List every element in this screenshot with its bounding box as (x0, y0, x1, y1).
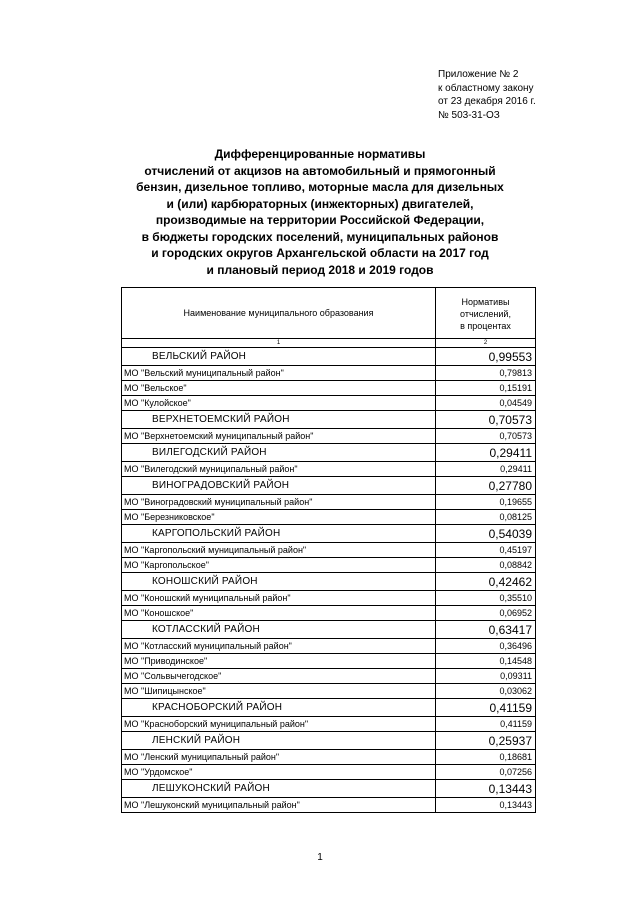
district-name: КОТЛАССКИЙ РАЙОН (122, 621, 436, 639)
municipality-row (122, 510, 536, 525)
municipality-norm-value: 0,03062 (436, 684, 536, 699)
municipality-row (122, 462, 536, 477)
appendix-reference (438, 68, 536, 122)
municipality-row (122, 381, 536, 396)
district-row (122, 573, 536, 591)
district-norm-value: 0,70573 (436, 411, 536, 429)
municipality-norm-value: 0,14548 (436, 654, 536, 669)
title-line: бензин, дизельное топливо, моторные масла для дизельных (136, 180, 504, 194)
municipality-row (122, 669, 536, 684)
table-body (122, 348, 536, 813)
title-line: в бюджеты городских поселений, муниципальных районов (141, 229, 499, 244)
district-norm-value: 0,54039 (436, 525, 536, 543)
district-norm-value: 0,99553 (436, 348, 536, 366)
title-line: и городских округов Архангельской области на 2017 год (151, 246, 489, 260)
district-name: КРАСНОБОРСКИЙ РАЙОН (122, 699, 436, 717)
municipality-norm-value: 0,08125 (436, 510, 536, 525)
district-row (122, 411, 536, 429)
municipality-row (122, 639, 536, 654)
district-name: ВИЛЕГОДСКИЙ РАЙОН (122, 444, 436, 462)
municipality-row (122, 366, 536, 381)
district-row (122, 732, 536, 750)
district-norm-value: 0,25937 (436, 732, 536, 750)
municipality-name: МО "Лешуконский муниципальный район" (122, 798, 436, 813)
column-number: 1 (122, 339, 436, 348)
municipality-name: МО "Вельский муниципальный район" (122, 366, 436, 381)
municipality-row (122, 558, 536, 573)
municipality-row (122, 543, 536, 558)
municipality-row (122, 606, 536, 621)
title-line: и (или) карбюраторных (инжекторных) двигателей, (166, 196, 474, 211)
column-number: 2 (436, 339, 536, 348)
municipality-norm-value: 0,35510 (436, 591, 536, 606)
district-norm-value: 0,41159 (436, 699, 536, 717)
header-municipality-name: Наименование муниципального образования (122, 288, 436, 339)
municipality-name: МО "Коношское" (122, 606, 436, 621)
municipality-row (122, 654, 536, 669)
header-norm-line: в процентах (460, 320, 511, 331)
municipality-row (122, 495, 536, 510)
district-row (122, 348, 536, 366)
municipality-name: МО "Верхнетоемский муниципальный район" (122, 429, 436, 444)
municipality-norm-value: 0,79813 (436, 366, 536, 381)
header-norm-percent (436, 288, 536, 339)
district-row (122, 699, 536, 717)
page-number: 1 (317, 852, 323, 863)
norms-table (121, 287, 536, 813)
title-line: производимые на территории Российской Федерации, (155, 213, 485, 227)
municipality-norm-value: 0,19655 (436, 495, 536, 510)
column-number-row (122, 339, 536, 348)
district-norm-value: 0,42462 (436, 573, 536, 591)
municipality-norm-value: 0,13443 (436, 798, 536, 813)
municipality-name: МО "Каргопольский муниципальный район" (122, 543, 436, 558)
appendix-line: к областному закону (438, 82, 534, 94)
header-norm-line: Нормативы (461, 296, 510, 307)
municipality-name: МО "Вилегодский муниципальный район" (122, 462, 436, 477)
municipality-name: МО "Березниковское" (122, 510, 436, 525)
title-line: отчислений от акцизов на автомобильный и прямогонный (144, 163, 496, 178)
municipality-row (122, 591, 536, 606)
title-line: Дифференцированные нормативы (214, 147, 426, 161)
district-row (122, 525, 536, 543)
header-norm-line: отчислений, (460, 308, 511, 319)
municipality-row (122, 750, 536, 765)
municipality-norm-value: 0,06952 (436, 606, 536, 621)
appendix-line: Приложение № 2 (438, 69, 519, 80)
district-norm-value: 0,63417 (436, 621, 536, 639)
municipality-name: МО "Кулойское" (122, 396, 436, 411)
district-name: ЛЕШУКОНСКИЙ РАЙОН (122, 780, 436, 798)
municipality-name: МО "Урдомское" (122, 765, 436, 780)
district-norm-value: 0,29411 (436, 444, 536, 462)
municipality-name: МО "Ленский муниципальный район" (122, 750, 436, 765)
municipality-name: МО "Приводинское" (122, 654, 436, 669)
municipality-norm-value: 0,15191 (436, 381, 536, 396)
district-name: ВИНОГРАДОВСКИЙ РАЙОН (122, 477, 436, 495)
municipality-name: МО "Котласский муниципальный район" (122, 639, 436, 654)
municipality-name: МО "Каргопольское" (122, 558, 436, 573)
title-line: и плановый период 2018 и 2019 годов (206, 262, 434, 277)
district-row (122, 477, 536, 495)
municipality-norm-value: 0,45197 (436, 543, 536, 558)
municipality-norm-value: 0,09311 (436, 669, 536, 684)
appendix-line: от 23 декабря 2016 г. (438, 96, 536, 107)
district-name: ЛЕНСКИЙ РАЙОН (122, 732, 436, 750)
municipality-row (122, 429, 536, 444)
municipality-norm-value: 0,70573 (436, 429, 536, 444)
municipality-name: МО "Сольвычегодское" (122, 669, 436, 684)
district-row (122, 621, 536, 639)
municipality-norm-value: 0,41159 (436, 717, 536, 732)
municipality-norm-value: 0,04549 (436, 396, 536, 411)
municipality-norm-value: 0,29411 (436, 462, 536, 477)
municipality-name: МО "Красноборский муниципальный район" (122, 717, 436, 732)
municipality-row (122, 684, 536, 699)
district-name: КОНОШСКИЙ РАЙОН (122, 573, 436, 591)
municipality-row (122, 717, 536, 732)
municipality-norm-value: 0,18681 (436, 750, 536, 765)
appendix-line: № 503-31-ОЗ (438, 109, 500, 121)
district-name: ВЕЛЬСКИЙ РАЙОН (122, 348, 436, 366)
district-name: КАРГОПОЛЬСКИЙ РАЙОН (122, 525, 436, 543)
municipality-norm-value: 0,07256 (436, 765, 536, 780)
district-row (122, 780, 536, 798)
municipality-row (122, 765, 536, 780)
municipality-row (122, 396, 536, 411)
municipality-name: МО "Вельское" (122, 381, 436, 396)
municipality-name: МО "Шипицынское" (122, 684, 436, 699)
municipality-name: МО "Коношский муниципальный район" (122, 591, 436, 606)
municipality-row (122, 798, 536, 813)
district-row (122, 444, 536, 462)
district-norm-value: 0,27780 (436, 477, 536, 495)
municipality-norm-value: 0,36496 (436, 639, 536, 654)
municipality-name: МО "Виноградовский муниципальный район" (122, 495, 436, 510)
district-name: ВЕРХНЕТОЕМСКИЙ РАЙОН (122, 411, 436, 429)
district-norm-value: 0,13443 (436, 780, 536, 798)
document-title (90, 146, 550, 278)
municipality-norm-value: 0,08842 (436, 558, 536, 573)
table-header-row (122, 288, 536, 339)
